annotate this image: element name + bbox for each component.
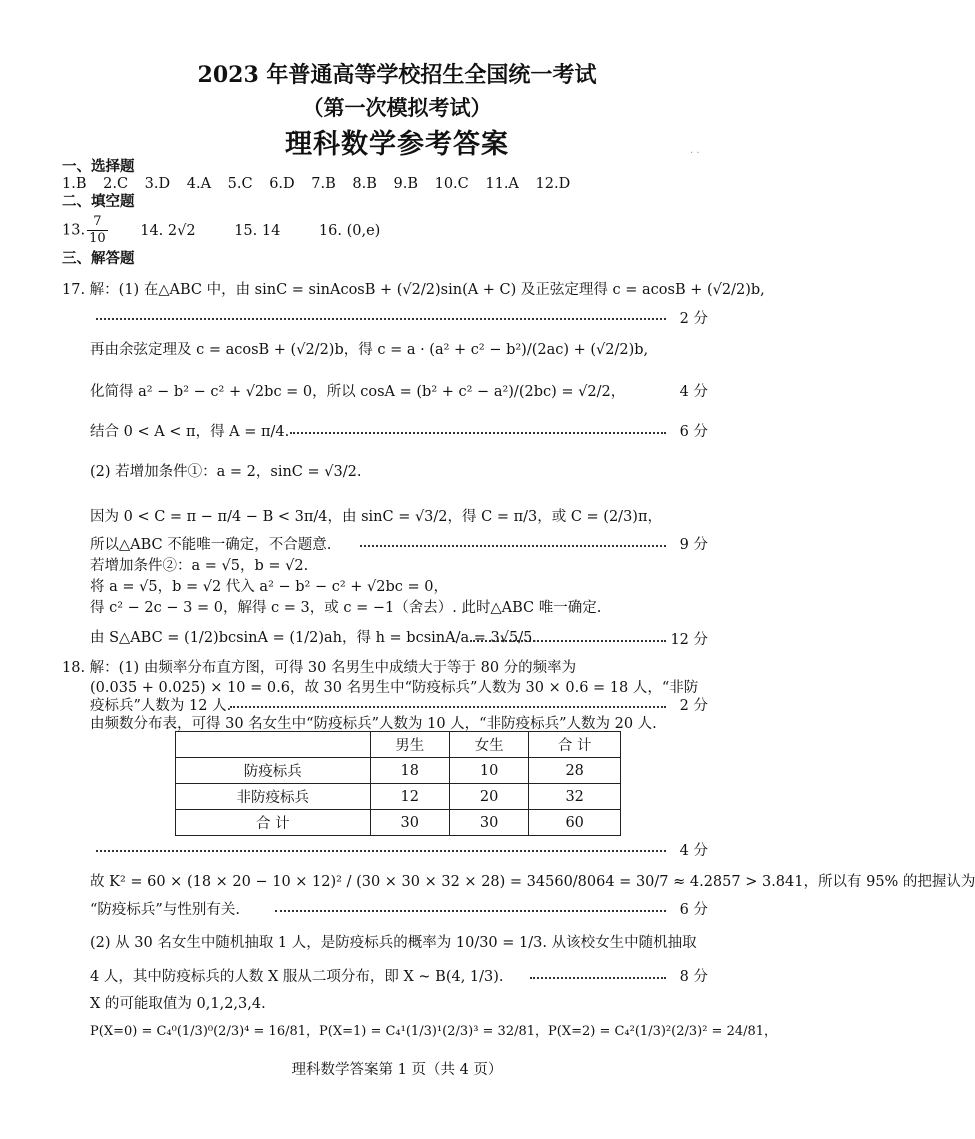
section-solve-title: 三、解答题: [62, 250, 135, 267]
choice-answer: 4.A: [186, 176, 212, 192]
choice-answer: 1.B: [62, 176, 87, 192]
dot-leader: [275, 910, 666, 912]
fill-answer-15: 15. 14: [234, 222, 281, 239]
dot-leader: [470, 640, 666, 642]
table-row: [176, 784, 621, 810]
dot-leader: [530, 977, 666, 979]
page-footer: 理科数学答案第 1 页（共 4 页）: [291, 1062, 503, 1078]
score-mark: 4 分: [679, 843, 708, 859]
table-row: [176, 758, 621, 784]
table-cell: 非防疫标兵: [176, 784, 371, 810]
table-cell: 12: [370, 784, 449, 810]
dot-leader: [230, 706, 666, 708]
table-header-cell: [176, 732, 371, 758]
q17-line-8: 若增加条件②：a = √5，b = √2.: [90, 558, 309, 574]
table-cell: 合 计: [176, 810, 371, 836]
table-cell: 60: [529, 810, 621, 836]
dot-leader: [96, 318, 666, 320]
table-row: [176, 810, 621, 836]
exam-title: 2023 年普通高等学校招生全国统一考试: [197, 62, 597, 88]
score-mark: 12 分: [670, 632, 708, 648]
score-mark: 4 分: [679, 384, 708, 400]
q18-line-7: (2) 从 30 名女生中随机抽取 1 人，是防疫标兵的概率为 10/30 = 1/3. 从该校女生中随机抽取: [90, 935, 697, 951]
q18-line-2: (0.035 + 0.025) × 10 = 0.6，故 30 名男生中“防疫标兵”人数为 30 × 0.6 = 18 人，“非防: [90, 680, 699, 696]
table-header-cell: 合 计: [529, 732, 621, 758]
answer-key-title: 理科数学参考答案: [285, 129, 509, 160]
fill-answer-13-fraction: [87, 214, 108, 247]
fill-answer-16: 16. (0,e): [318, 222, 381, 239]
q18-line-10: P(X=0) = C₄⁰(1/3)⁰(2/3)⁴ = 16/81，P(X=1) = C₄¹(1/3)¹(2/3)³ = 32/81，P(X=2) = C₄²(1/3)²(2/3)² = 24/81，: [90, 1024, 778, 1039]
section-choice-title: 一、选择题: [62, 158, 135, 175]
dot-leader: [290, 432, 666, 434]
choice-answer: 2.C: [103, 176, 129, 192]
exam-subtitle: （第一次模拟考试）: [302, 95, 492, 120]
choice-answer: 5.C: [227, 176, 253, 192]
table-cell: 30: [449, 810, 528, 836]
q18-line-9: X 的可能取值为 0,1,2,3,4.: [90, 996, 266, 1012]
fill-answer-13-label: 13.: [62, 222, 86, 239]
q17-line-4: 结合 0 < A < π，得 A = π/4.: [90, 424, 290, 440]
q17-line-10: 得 c² − 2c − 3 = 0，解得 c = 3，或 c = −1（舍去）. 此时△ABC 唯一确定.: [90, 600, 602, 616]
q18-line-3: 疫标兵”人数为 12 人.: [90, 698, 232, 714]
choice-answer: 6.D: [269, 176, 295, 192]
table-cell: 32: [529, 784, 621, 810]
table-cell: 28: [529, 758, 621, 784]
choice-answer: 3.D: [144, 176, 171, 192]
choice-answer: 8.B: [352, 176, 377, 192]
q17-line-5: (2) 若增加条件①：a = 2，sinC = √3/2.: [90, 464, 362, 480]
choice-answer: 9.B: [393, 176, 418, 192]
table-header-cell: 男生: [370, 732, 449, 758]
choice-answer: 11.A: [485, 176, 519, 192]
table-cell: 防疫标兵: [176, 758, 371, 784]
q18-line-1: 18. 解：(1) 由频率分布直方图，可得 30 名男生中成绩大于等于 80 分的频率为: [62, 660, 577, 676]
scan-speck: · ·: [690, 148, 700, 159]
q18-line-6: “防疫标兵”与性别有关.: [90, 902, 240, 918]
fill-13-numerator: 7: [87, 214, 108, 231]
table-cell: 18: [370, 758, 449, 784]
score-mark: 9 分: [679, 537, 708, 553]
q18-line-4: 由频数分布表，可得 30 名女生中“防疫标兵”人数为 10 人，“非防疫标兵”人数为 20 人.: [90, 716, 657, 732]
score-mark: 6 分: [679, 902, 708, 918]
q17-line-11: 由 S△ABC = (1/2)bcsinA = (1/2)ah，得 h = bcsinA/a = 3√5/5.: [90, 630, 537, 646]
q18-line-5: 故 K² = 60 × (18 × 20 − 10 × 12)² / (30 × 30 × 32 × 28) = 34560/8064 = 30/7 ≈ 4.2857 > 3.841，所以有 95% 的把握认为: [90, 874, 975, 890]
q17-line-6: 因为 0 < C = π − π/4 − B < 3π/4，由 sinC = √3/2，得 C = π/3，或 C = (2/3)π，: [90, 509, 662, 525]
choice-answers: [62, 174, 732, 194]
score-mark: 2 分: [679, 311, 708, 327]
q18-line-8: 4 人，其中防疫标兵的人数 X 服从二项分布，即 X ~ B(4, 1/3).: [90, 969, 504, 985]
choice-answer: 12.D: [535, 176, 571, 192]
section-fill-title: 二、填空题: [62, 193, 135, 210]
fill-answer-14: 14. 2√2: [140, 222, 196, 239]
fill-13-denominator: 10: [89, 231, 106, 246]
q17-line-3: 化简得 a² − b² − c² + √2bc = 0，所以 cosA = (b² + c² − a²)/(2bc) = √2/2，: [90, 384, 626, 400]
q17-line-1: 17. 解：(1) 在△ABC 中，由 sinC = sinAcosB + (√2/2)sin(A + C) 及正弦定理得 c = acosB + (√2/2)b,: [62, 282, 765, 298]
dot-leader: [96, 850, 666, 852]
fill-answers: [62, 214, 732, 247]
table-header-row: [176, 732, 621, 758]
table-cell: 10: [449, 758, 528, 784]
q17-line-7: 所以△ABC 不能唯一确定，不合题意.: [90, 537, 332, 553]
contingency-table: [175, 731, 621, 836]
table-header-cell: 女生: [449, 732, 528, 758]
score-mark: 2 分: [679, 698, 708, 714]
score-mark: 8 分: [679, 969, 708, 985]
choice-answer: 7.B: [311, 176, 336, 192]
table-cell: 20: [449, 784, 528, 810]
table-cell: 30: [370, 810, 449, 836]
q17-line-2: 再由余弦定理及 c = acosB + (√2/2)b，得 c = a · (a² + c² − b²)/(2ac) + (√2/2)b,: [90, 342, 649, 358]
choice-answer: 10.C: [434, 176, 469, 192]
dot-leader: [360, 545, 666, 547]
q17-line-9: 将 a = √5，b = √2 代入 a² − b² − c² + √2bc = 0，: [90, 579, 448, 595]
score-mark: 6 分: [679, 424, 708, 440]
